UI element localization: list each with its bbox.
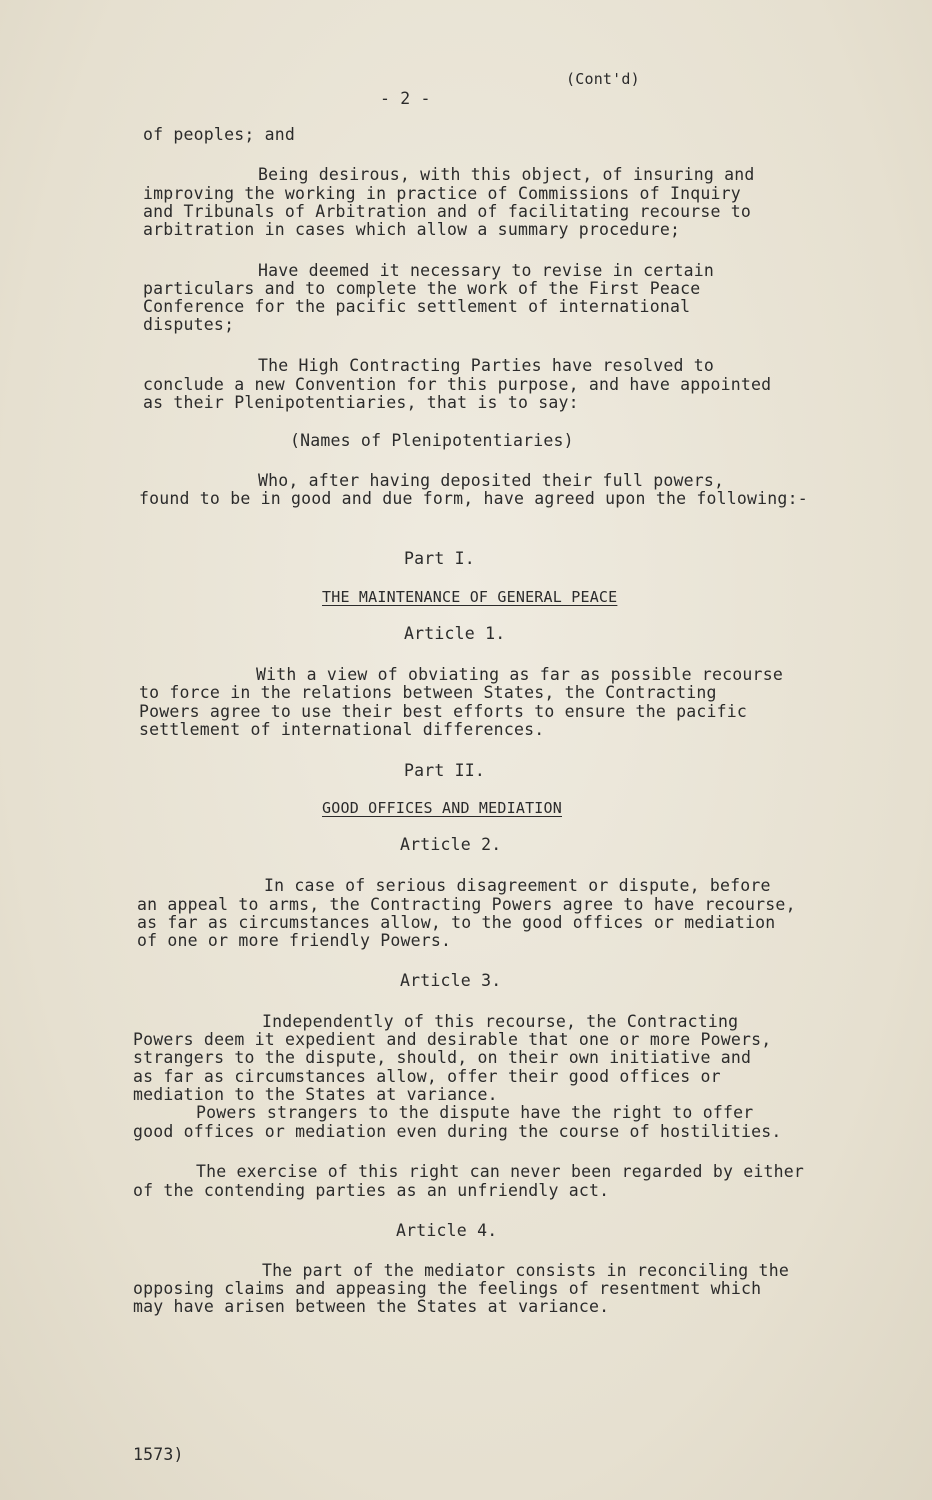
text-line: may have arisen between the States at variance. [133, 1297, 610, 1316]
text-line: as far as circumstances allow, offer their good offices or [133, 1067, 721, 1086]
text-line: In case of serious disagreement or dispute, before [264, 876, 771, 895]
text-line: improving the working in practice of Commissions of Inquiry [143, 184, 741, 203]
text-line: The High Contracting Parties have resolved to [258, 356, 715, 375]
text-line: as their Plenipotentiaries, that is to say: [143, 393, 579, 412]
plenipotentiaries-placeholder: (Names of Plenipotentiaries) [290, 431, 574, 450]
page-number: - 2 - [380, 89, 431, 108]
text-line: The exercise of this right can never been regarded by either [196, 1162, 805, 1181]
text-line: opposing claims and appeasing the feelings of resentment which [133, 1279, 762, 1298]
text-line: disputes; [143, 315, 235, 334]
text-line: as far as circumstances allow, to the good offices or mediation [137, 913, 776, 932]
text-line: an appeal to arms, the Contracting Powers agree to have recourse, [137, 895, 796, 914]
text-line: Have deemed it necessary to revise in certain [258, 261, 715, 280]
part-heading: Part II. [404, 761, 486, 780]
article-heading: Article 3. [400, 971, 502, 990]
text-line: arbitration in cases which allow a summary procedure; [143, 220, 681, 239]
text-line: With a view of obviating as far as possible recourse [256, 665, 783, 684]
document-number: 1573) [133, 1445, 184, 1464]
text-line: strangers to the dispute, should, on their own initiative and [133, 1048, 752, 1067]
text-line: and Tribunals of Arbitration and of facilitating recourse to [143, 202, 752, 221]
text-line: to force in the relations between States, the Contracting [139, 683, 717, 702]
part-title: THE MAINTENANCE OF GENERAL PEACE [322, 588, 618, 606]
part-title: GOOD OFFICES AND MEDIATION [322, 799, 562, 817]
text-line: Independently of this recourse, the Contracting [262, 1012, 739, 1031]
text-line: conclude a new Convention for this purpose, and have appointed [143, 375, 772, 394]
continued-mark: (Cont'd) [566, 70, 640, 88]
text-line: of one or more friendly Powers. [137, 931, 452, 950]
text-line: Being desirous, with this object, of insuring and [258, 165, 755, 184]
text-line: settlement of international differences. [139, 720, 545, 739]
text-line: particulars and to complete the work of the First Peace [143, 279, 701, 298]
text-line: mediation to the States at variance. [133, 1085, 498, 1104]
text-line: Who, after having deposited their full powers, [258, 471, 725, 490]
text-line: Conference for the pacific settlement of international [143, 297, 691, 316]
text-line: Powers deem it expedient and desirable that one or more Powers, [133, 1030, 772, 1049]
text-line: good offices or mediation even during the course of hostilities. [133, 1122, 782, 1141]
text-line: of peoples; and [143, 125, 296, 144]
text-line: found to be in good and due form, have agreed upon the following:- [139, 489, 808, 508]
article-heading: Article 1. [404, 624, 506, 643]
text-line: Powers strangers to the dispute have the right to offer [196, 1103, 754, 1122]
part-heading: Part I. [404, 549, 475, 568]
text-line: of the contending parties as an unfriendly act. [133, 1181, 610, 1200]
text-line: The part of the mediator consists in reconciling the [262, 1261, 789, 1280]
article-heading: Article 2. [400, 835, 502, 854]
article-heading: Article 4. [396, 1221, 498, 1240]
text-line: Powers agree to use their best efforts to ensure the pacific [139, 702, 748, 721]
